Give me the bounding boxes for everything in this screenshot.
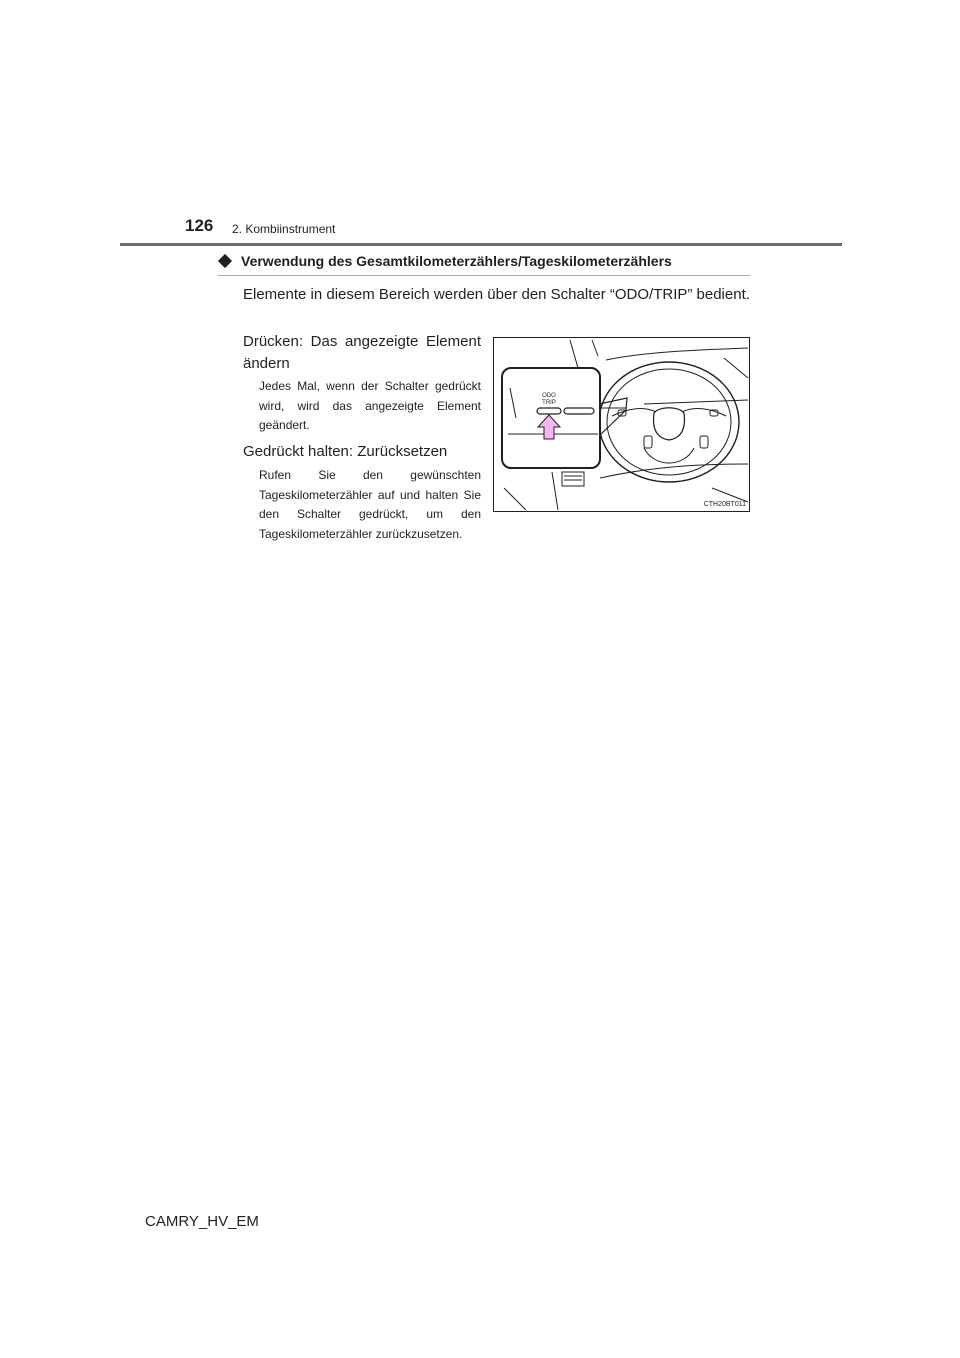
steering-wheel-spoke <box>612 409 726 416</box>
dashboard-line <box>504 488 526 510</box>
wheel-switch <box>644 436 652 448</box>
diamond-bullet-icon <box>218 254 232 268</box>
press-action-label: Drücken: Das angezeigte Element ändern <box>243 333 481 372</box>
dashboard-line <box>570 340 578 368</box>
wheel-switch <box>700 436 708 448</box>
page-number: 126 <box>185 216 214 235</box>
dashboard-line <box>592 340 598 356</box>
hold-action-label: Gedrückt halten: Zurücksetzen <box>243 443 448 460</box>
figure-code: CTH20BT011 <box>703 501 746 508</box>
manual-code: CAMRY_HV_EM <box>145 1213 259 1230</box>
header-rule <box>120 243 842 246</box>
dashboard-line <box>712 488 748 502</box>
section-rule <box>218 275 750 276</box>
section-heading <box>218 253 672 269</box>
dashboard-line <box>606 348 748 360</box>
console-vent <box>562 472 584 486</box>
steering-wheel-hub <box>654 408 685 440</box>
intro-paragraph: Elemente in diesem Bereich werden über den Schalter “ODO/TRIP” bedient. <box>243 286 750 303</box>
switch-label-odo: ODO <box>542 393 556 399</box>
steering-wheel-spoke <box>644 448 694 463</box>
callout-pointer <box>599 398 627 436</box>
dashboard-line <box>552 472 558 510</box>
dashboard-line <box>724 358 748 378</box>
chapter-title: 2. Kombiinstrument <box>232 222 336 236</box>
odo-trip-switch-illustration <box>493 337 750 512</box>
hold-action-detail: Rufen Sie den gewünschten Tageskilometerzähler auf und halten Sie den Schalter gedrückt, um den Tageskilometerzähler zurückzusetzen. <box>259 468 481 541</box>
section-title: Verwendung des Gesamtkilometerzählers/Tageskilometerzählers <box>241 253 672 269</box>
dashboard-line <box>644 400 748 404</box>
switch-label-trip: TRIP <box>542 400 556 406</box>
steering-wheel-inner <box>607 369 731 475</box>
press-action-detail: Jedes Mal, wenn der Schalter gedrückt wird, wird das angezeigte Element geändert. <box>259 379 481 432</box>
steering-wheel-rim <box>599 362 739 482</box>
